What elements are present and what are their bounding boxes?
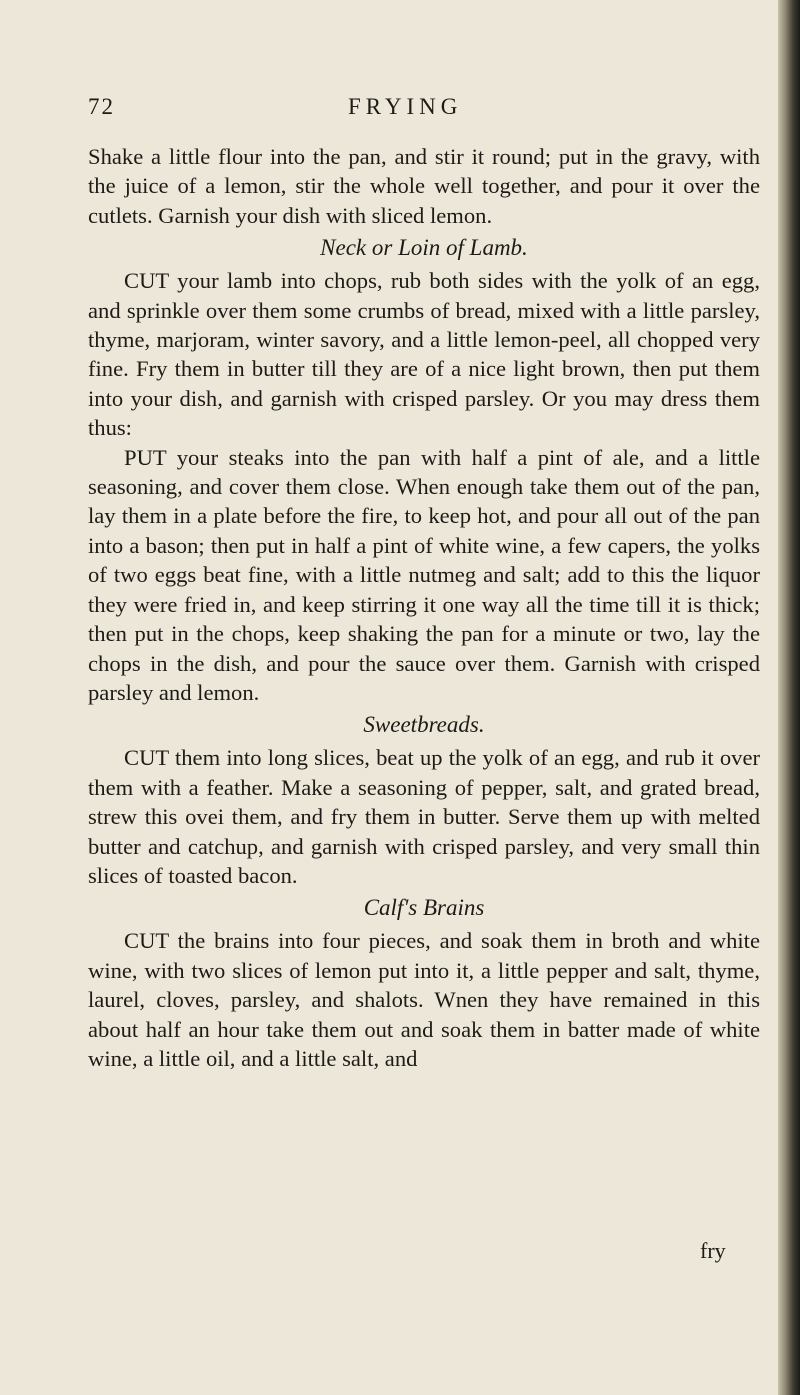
- page-edge-shadow: [778, 0, 800, 1395]
- page-header: [88, 94, 768, 130]
- brains-paragraph: CUT the brains into four pieces, and soak them in broth and white wine, with two slices of lemon put into it, a little pepper and salt, thyme, laurel, cloves, parsley, and shalots. Wnen they have remained in this about half an hour take them out and soak them in batter made of white wine, a little oil, and a little salt, and: [88, 928, 760, 1071]
- neck-paragraph-1: CUT your lamb into chops, rub both sides with the yolk of an egg, and sprinkle over them some crumbs of bread, mixed with a little parsley, thyme, marjoram, winter savory, and a little lemon-peel, all chopped very fine. Fry them in butter till they are of a nice light brown, then put them into your dish, and garnish with crisped parsley. Or you may dress them thus:: [88, 268, 760, 441]
- intro-paragraph: Shake a little flour into the pan, and stir it round; put in the gravy, with the juice of a lemon, stir the whole well together, and pour it over the cutlets. Garnish your dish with sliced lemon.: [88, 144, 760, 228]
- body-text: [88, 142, 760, 1073]
- running-head: FRYING: [348, 94, 463, 119]
- neck-paragraph-2: PUT your steaks into the pan with half a pint of ale, and a little seasoning, and cover them close. When enough take them out of the pan, lay them in a plate before the fire, to keep hot, and pour all out of the pan into a bason; then put in half a pint of white wine, a few capers, the yolks of two eggs beat fine, with a little nutmeg and salt; add to this the liquor they were fried in, and keep stirring it one way all the time till it is thick; then put in the chops, keep shaking the pan for a minute or two, lay the chops in the dish, and pour the sauce over them. Garnish with crisped parsley and lemon.: [88, 444, 760, 705]
- section-heading-sweetbreads: Sweetbreads.: [363, 712, 485, 738]
- catchword: fry: [700, 1238, 726, 1263]
- page-number: 72: [88, 94, 115, 119]
- sweetbreads-paragraph: CUT them into long slices, beat up the yolk of an egg, and rub it over them with a feather. Make a seasoning of pepper, salt, and grated bread, strew this ovei them, and fry them in butter. Serve them up with melted butter and catchup, and garnish with crisped parsley, and very small thin slices of toasted bacon.: [88, 745, 760, 888]
- section-heading-brains: Calf's Brains: [363, 895, 485, 921]
- section-heading-neck: Neck or Loin of Lamb.: [320, 235, 528, 261]
